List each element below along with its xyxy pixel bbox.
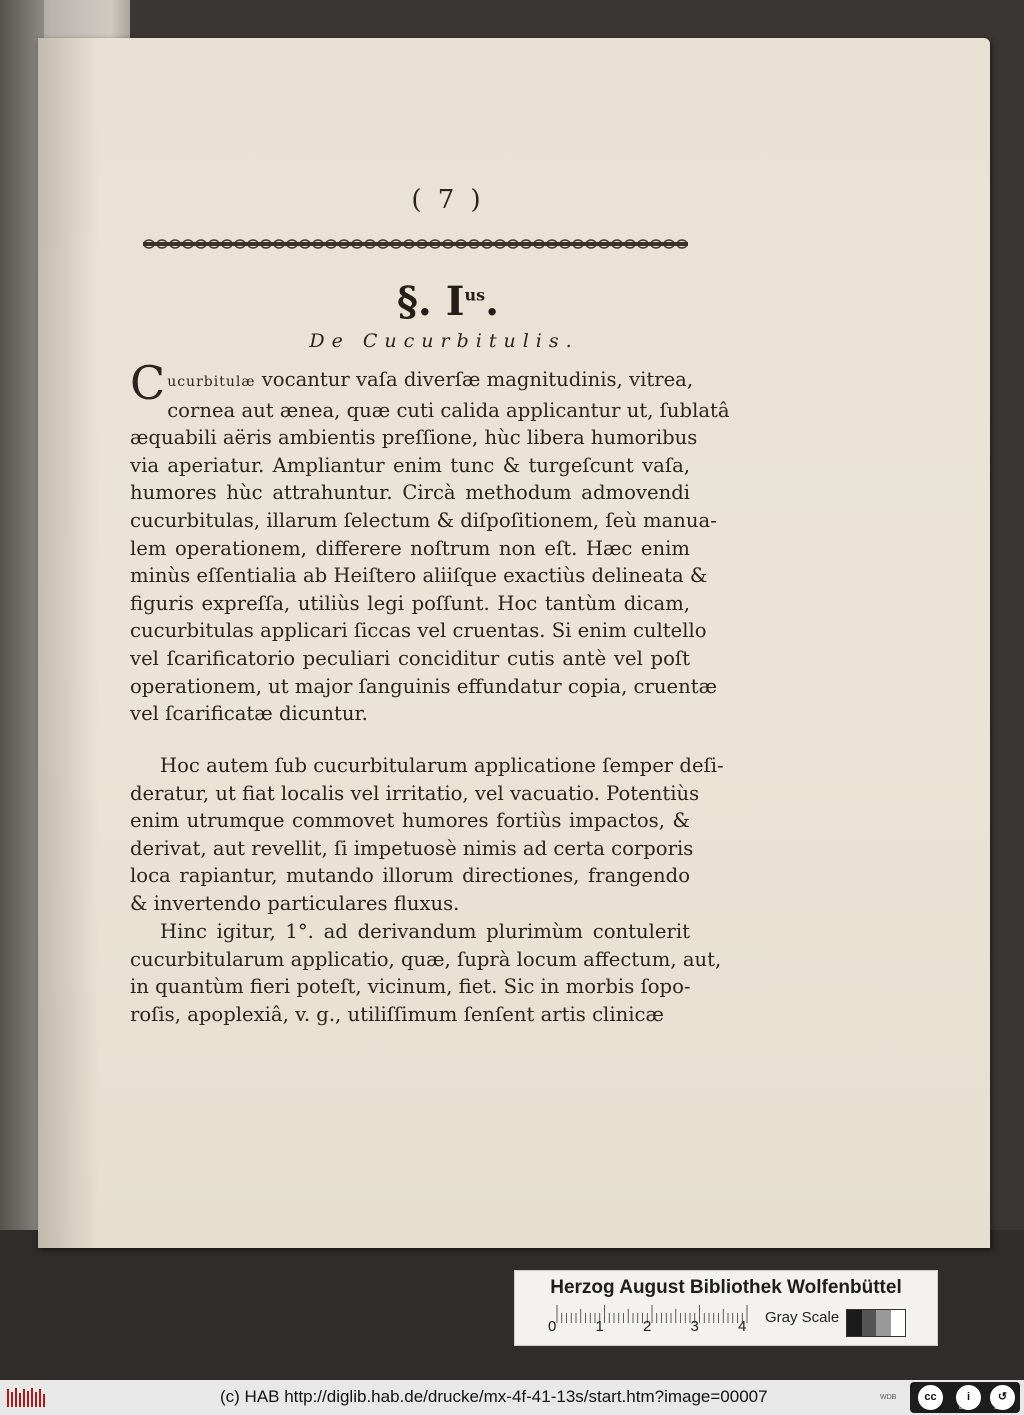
text-line: via aperiatur. Ampliantur enim tunc & turgeſcunt vaſa, [130,453,690,477]
text-line: deratur, ut fiat localis vel irritatio, vel vacuatio. Potentiùs [130,781,700,805]
text-line: Hoc autem ſub cucurbitularum applicatione ſemper deſi- [160,754,724,777]
ruler-numbers [548,1318,778,1340]
cc-icon: cc [918,1385,943,1410]
by-icon: i [956,1385,981,1410]
book-page [38,38,990,1248]
sa-label: SA [994,1405,1005,1411]
text-line: vel ſcarificatorio peculiari conciditur cutis antè vel poſt [130,646,690,670]
text-line: lem operationem, differere noſtrum non eſt. Hæc enim [130,536,690,560]
library-name: Herzog August Bibliothek Wolfenbüttel [550,1277,902,1298]
text-line [130,356,694,410]
text-line: operationem, ut major ſanguinis effundatur copia, cruentæ [130,674,718,698]
hab-logo-icon [6,1386,46,1410]
ruler-number: 0 [548,1318,557,1335]
dropcap: C [130,356,166,410]
gray-swatch [862,1310,877,1336]
text-line: figuris expreſſa, utiliùs legi poſſunt. Hoc tantùm dicam, [130,591,690,615]
text-line: loca rapiantur, mutando illorum directiones, frangendo [130,864,690,888]
library-color-chart [514,1270,938,1346]
line-text: vocantur vaſa diverſæ magnitudinis, vitrea, [261,368,694,391]
text-line: cucurbitulas, illarum ſelectum & diſpoſitionem, ſeù manua- [130,508,717,532]
text-line: æquabili aëris ambientis preſſione, hùc libera humoribus [130,426,698,450]
ornament-rule [143,237,688,251]
footer-bar [0,1380,1024,1415]
text-line: cucurbitulas applicari ſiccas vel cruentas. Si enim cultello [130,619,707,643]
gray-swatch [847,1310,862,1336]
text-line: Hinc igitur, 1°. ad derivandum plurimùm contulerit [160,920,690,943]
text-line: enim utrumque commovet humores fortiùs impactos, & [130,809,690,833]
paragraph-1 [130,356,730,728]
text-line: cornea aut ænea, quæ cuti calida applicantur ut, ſublatâ [167,398,730,422]
text-line: cucurbitularum applicatio, quæ, ſuprà locum affectum, aut, [130,947,722,971]
by-label: BY [959,1405,970,1411]
paragraph-2 [130,752,724,918]
ruler-number: 3 [690,1318,699,1335]
sa-icon: ↺ [990,1385,1015,1410]
section-heading-sup: us [464,285,486,305]
gray-swatch [891,1310,906,1336]
text-line: minùs eſſentialia ab Heiſtero aliiſque exactiùs delineata & [130,564,708,588]
text-line: roſis, apoplexiâ, v. g., utiliſſimum ſenſent artis clinicæ [130,1002,664,1026]
ruler-number: 1 [595,1318,604,1335]
section-heading-text: §. I [396,278,465,325]
text-line: humores hùc attrahuntur. Circà methodum admovendi [130,481,690,505]
text-line: vel ſcarificatæ dicuntur. [130,702,368,726]
text-line: derivat, aut revellit, ſi impetuosè nimis ad certa corporis [130,836,694,860]
smallcaps-word: ucurbitulæ [167,374,256,390]
page-number: ( 7 ) [411,185,485,215]
gray-scale-label: Gray Scale [765,1309,840,1326]
gray-swatch [876,1310,891,1336]
section-title: De Cucurbitulis. [309,330,579,352]
license-badge[interactable] [910,1382,1020,1413]
paragraph-3 [130,918,722,1028]
source-link[interactable]: (c) HAB http://diglib.hab.de/drucke/mx-4f-41-13s/start.htm?image=00007 [220,1387,768,1406]
text-line: & invertendo particulares fluxus. [130,891,460,915]
wdb-mark: WDB [880,1394,897,1401]
ruler-number: 4 [738,1318,747,1335]
gray-scale-swatches [846,1309,906,1337]
ruler-number: 2 [643,1318,652,1335]
text-line: in quantùm fieri poteſt, vicinum, fiet. Sic in morbis ſopo- [130,975,691,999]
section-heading: §. $I^{us}$. [396,278,500,325]
